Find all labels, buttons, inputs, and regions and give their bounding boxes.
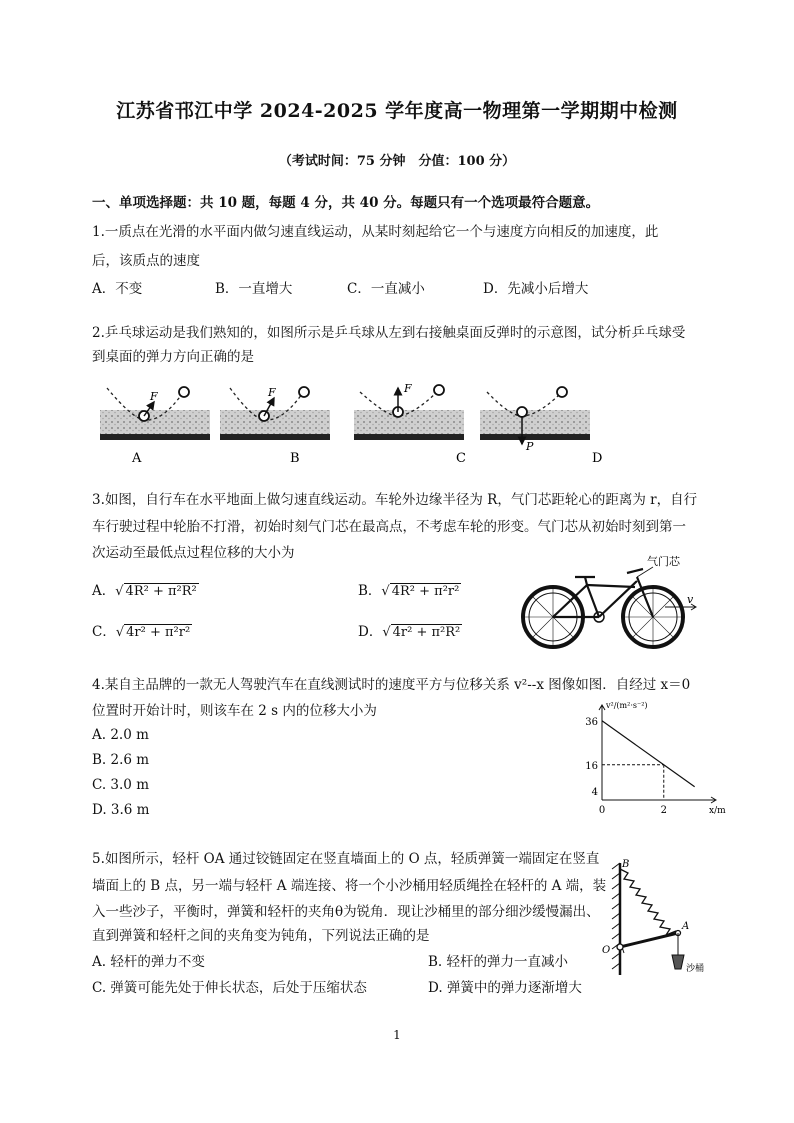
q2-stem-line1: 2.乒乓球运动是我们熟知的，如图所示是乒乓球从左到右接触桌面反弹时的示意图，试分析乒乓球受: [92, 325, 686, 341]
bicycle-valve-label: 气门芯: [647, 555, 680, 568]
q5-option-a: A. 轻杆的弹力不变: [92, 954, 205, 970]
spring-label-b: B: [622, 859, 630, 870]
q4-option-d: D. 3.6 m: [92, 802, 150, 818]
q3-option-c-expr: 4r² + π²r²: [126, 625, 191, 640]
q3-option-c-letter: C．: [92, 624, 116, 640]
q4-option-b: B. 2.6 m: [92, 752, 150, 768]
bicycle-velocity-label: v: [687, 593, 694, 606]
q5-option-c: C. 弹簧可能先处于伸长状态，后处于压缩状态: [92, 980, 367, 996]
spring-label-a: A: [682, 921, 690, 932]
chart-x-tick-0: 0: [598, 805, 606, 816]
bicycle-figure: [515, 555, 705, 665]
q2-fig-label-c: C: [456, 451, 466, 466]
chart-x-tick-2: 2: [660, 805, 667, 816]
q2-force-label-c: F: [404, 382, 412, 395]
q2-diagram-c: [354, 382, 464, 440]
q1-stem-line2: 后，该质点的速度: [92, 253, 200, 269]
q3-option-b: B．√ 4R² + π²r²: [358, 583, 460, 599]
q2-diagram-d: [480, 387, 590, 453]
q2-force-label-d: P: [526, 440, 534, 453]
exam-title: 江苏省邗江中学 2024-2025 学年度高一物理第一学期期中检测: [116, 100, 678, 122]
q1-stem-line1: 1.一质点在光滑的水平面内做匀速直线运动，从某时刻起给它一个与速度方向相反的加速度，此: [92, 224, 659, 240]
q3-option-a-expr: 4R² + π²R²: [125, 584, 197, 599]
exam-subtitle: （考试时间：75 分钟 分值：100 分）: [278, 154, 516, 169]
q5-option-b: B. 轻杆的弹力一直减小: [428, 954, 569, 970]
section-heading: 一、单项选择题：共 10 题，每题 4 分，共 40 分。每题只有一个选项最符合题意。: [92, 195, 600, 211]
chart-y-tick-4: 4: [591, 787, 598, 799]
q3-option-b-letter: B．: [358, 583, 382, 599]
q5-stem-line4: 直到弹簧和轻杆之间的夹角变为钝角，下列说法正确的是: [92, 928, 430, 944]
q3-option-d-expr: 4r² + π²R²: [392, 625, 461, 640]
q1-option-b: B．一直增大: [215, 281, 293, 297]
q3-option-d-letter: D．: [358, 624, 383, 640]
spring-label-bucket: 沙桶: [686, 964, 705, 974]
q2-force-label-a: F: [150, 390, 158, 403]
q2-figure: [92, 378, 652, 468]
q3-option-d: D．√ 4r² + π²R²: [358, 624, 461, 640]
q3-option-c: C．√ 4r² + π²r²: [92, 624, 191, 640]
chart-y-label: v²/(m²·s⁻²): [606, 701, 648, 710]
q1-option-c: C．一直减小: [347, 281, 425, 297]
chart-series-line: [602, 721, 695, 787]
q3-stem-line3: 次运动至最低点过程位移的大小为: [92, 545, 295, 561]
q5-stem-line3: 入一些沙子，平衡时，弹簧和轻杆的夹角θ为锐角．现让沙桶里的部分细沙缓慢漏出、: [92, 904, 600, 920]
q3-option-a: A．√ 4R² + π²R²: [92, 583, 197, 599]
page-number: 1: [393, 1028, 401, 1042]
q3-option-b-expr: 4R² + π²r²: [391, 584, 460, 599]
q5-option-d: D. 弹簧中的弹力逐渐增大: [428, 980, 582, 996]
q3-stem-line1: 3.如图，自行车在水平地面上做匀速直线运动。车轮外边缘半径为 R，气门芯距轮心的距离为 r，自行: [92, 492, 698, 508]
q2-force-label-b: F: [268, 386, 276, 399]
q2-fig-label-b: B: [290, 451, 300, 466]
q2-stem-line2: 到桌面的弹力方向正确的是: [92, 349, 254, 365]
q2-fig-label-a: A: [132, 451, 142, 466]
q4-option-a: A. 2.0 m: [92, 727, 149, 743]
q4-option-c: C. 3.0 m: [92, 777, 149, 793]
q3-option-a-letter: A．: [92, 583, 116, 599]
chart-x-label: x/m: [709, 806, 726, 816]
q4-stem-line2: 位置时开始计时，则该车在 2 s 内的位移大小为: [92, 703, 377, 719]
spring-label-o: O: [602, 945, 611, 956]
q5-stem-line1: 5.如图所示，轻杆 OA 通过铰链固定在竖直墙面上的 O 点，轻质弹簧一端固定在竖直: [92, 851, 600, 867]
q2-fig-label-d: D: [592, 451, 603, 466]
chart-y-tick-36: 36: [585, 716, 598, 728]
q2-diagram-b: [220, 386, 330, 440]
v2-x-chart: [580, 700, 726, 825]
q5-stem-line2: 墙面上的 B 点，另一端与轻杆 A 端连接、将一个小沙桶用轻质绳拴在轻杆的 A 端，装: [92, 878, 607, 894]
chart-y-tick-16: 16: [585, 760, 598, 772]
q1-option-a: A．不变: [92, 281, 143, 297]
q1-option-d: D．先减小后增大: [483, 281, 589, 297]
spring-rod-figure: [600, 855, 710, 980]
q2-diagram-a: [100, 387, 210, 440]
q3-stem-line2: 车行驶过程中轮胎不打滑，初始时刻气门芯在最高点，不考虑车轮的形变。气门芯从初始时刻到第一: [92, 519, 686, 535]
q4-stem-line1: 4.某自主品牌的一款无人驾驶汽车在直线测试时的速度平方与位移关系 v²--x 图像如图．自经过 x＝0: [92, 677, 691, 693]
